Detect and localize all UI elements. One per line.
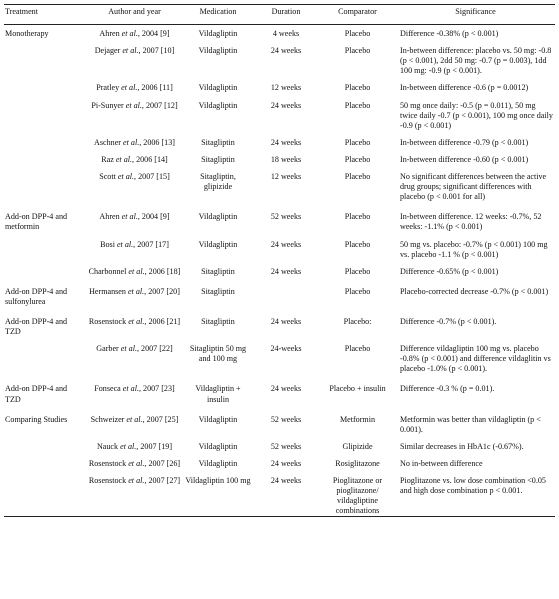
cell-significance: No significant differences between the active drug groups; significant differences with placebo (p < 0.001 for all) [400, 172, 547, 202]
cell-comparator: Placebo: [343, 316, 372, 326]
author-etal: et al. [120, 441, 137, 451]
table-row [4, 131, 555, 148]
cell-significance: Difference -0.3 % (p = 0.01). [400, 384, 495, 394]
header-treatment: Treatment [5, 7, 38, 16]
cell-medication: Sitagliptin 50 mg and 100 mg [189, 344, 247, 364]
author-year-ref: , 2006 [13] [139, 137, 175, 147]
author-etal: et al. [122, 46, 139, 56]
cell-treatment [4, 94, 86, 131]
cell-medication: Vildagliptin 100 mg [185, 476, 251, 485]
cell-duration: 4 weeks [272, 29, 300, 39]
cell-treatment [4, 469, 86, 517]
cell-significance: In-between difference -0.6 (p = 0.0012) [400, 83, 529, 93]
table-row [4, 148, 555, 165]
cell-comparator: Placebo [344, 154, 371, 164]
author-name: Raz [101, 154, 116, 164]
cell-author [86, 337, 183, 374]
cell-medication: Vildagliptin [198, 414, 238, 424]
cell-comparator: Placebo [344, 286, 371, 296]
cell-medication: Sitagliptin [201, 137, 235, 147]
cell-treatment [4, 148, 86, 165]
cell-significance: Difference -0.7% (p < 0.001). [400, 316, 497, 326]
cell-author [86, 148, 183, 165]
author-name: Pratley [96, 83, 122, 93]
table-row [4, 165, 555, 202]
cell-medication: Vildagliptin [198, 212, 238, 222]
author-etal: et al. [128, 316, 145, 326]
cell-duration: 24 weeks [270, 100, 302, 110]
cell-author [86, 131, 183, 148]
cell-author [86, 94, 183, 131]
author-etal: et al. [116, 239, 134, 249]
author-year-ref: , 2006 [11] [137, 83, 173, 93]
author-etal: et al. [121, 212, 138, 222]
cell-duration: 12 weeks [270, 83, 302, 93]
cell-treatment: Monotherapy [5, 29, 49, 39]
author-etal: et al. [127, 286, 145, 296]
cell-author [86, 307, 183, 337]
author-name: Fonseca [94, 384, 123, 394]
cell-significance: 50 mg once daily: -0.5 (p = 0.011), 50 mg twice daily -0.7 (p < 0.001), 100 mg once daily -0.9 (p < 0.001) [400, 100, 553, 130]
cell-duration: 24 weeks [270, 137, 302, 147]
cell-duration: 24 weeks [270, 316, 302, 326]
cell-author [86, 25, 183, 40]
cell-medication: Vildagliptin + insulin [195, 384, 241, 404]
cell-significance: Placebo-corrected decrease -0.7% (p < 0.001) [400, 286, 549, 296]
author-year-ref: , 2004 [9] [137, 29, 170, 39]
author-etal: et al. [128, 266, 145, 276]
cell-comparator: Placebo [344, 137, 371, 147]
cell-medication: Sitagliptin [201, 286, 235, 296]
cell-treatment [4, 76, 86, 93]
cell-significance: 50 mg vs. placebo: -0.7% (p < 0.001) 100 mg vs. placebo -1.1 % (p < 0.001) [400, 239, 548, 259]
cell-comparator: Placebo [344, 100, 371, 110]
author-year-ref: , 2007 [15] [134, 172, 170, 182]
author-year-ref: , 2007 [25] [142, 414, 179, 424]
header-author: Author and year [108, 7, 161, 16]
cell-treatment [4, 452, 86, 469]
header-row [4, 5, 555, 25]
author-year-ref: , 2004 [9] [137, 212, 170, 222]
cell-comparator: Placebo [344, 29, 371, 39]
cell-duration: 24 weeks [270, 239, 302, 249]
cell-comparator: Placebo + insulin [329, 384, 386, 394]
author-etal: et al. [123, 137, 140, 147]
author-name: Hermansen [89, 286, 128, 296]
cell-comparator: Placebo [344, 239, 371, 249]
cell-author [86, 76, 183, 93]
header-medication: Medication [199, 7, 237, 16]
cell-duration: 18 weeks [270, 154, 302, 164]
cell-treatment [4, 435, 86, 452]
header-duration: Duration [271, 7, 301, 16]
table-row [4, 469, 555, 517]
cell-medication: Vildagliptin [198, 46, 238, 56]
cell-duration: 24-weeks [270, 344, 302, 354]
author-name: Rosenstock [88, 458, 129, 468]
table-row [4, 374, 555, 404]
author-year-ref: , 2006 [21] [144, 316, 181, 326]
author-year-ref: , 2007 [22] [136, 344, 173, 354]
cell-author [86, 405, 183, 435]
cell-duration: 24 weeks [270, 458, 302, 468]
cell-medication: Sitagliptin [201, 266, 235, 276]
cell-medication: Vildagliptin [198, 441, 238, 451]
author-name: Schweizer [90, 414, 127, 424]
author-name: Scott [99, 172, 118, 182]
author-year-ref: , 2007 [27] [144, 476, 181, 485]
table-row [4, 202, 555, 232]
author-etal: et al. [121, 83, 138, 93]
author-year-ref: , 2007 [12] [141, 100, 178, 110]
author-year-ref: , 2007 [26] [144, 458, 181, 468]
author-name: Ahren [99, 212, 122, 222]
cell-comparator: Glipizide [342, 441, 373, 451]
author-etal: et al. [126, 414, 143, 424]
cell-medication: Vildagliptin [198, 239, 238, 249]
cell-duration [253, 277, 319, 307]
cell-significance: No in-between difference [400, 458, 483, 468]
author-name: Ahren [99, 29, 122, 39]
cell-author [86, 469, 183, 517]
cell-medication: Sitagliptin, glipizide [200, 172, 236, 192]
cell-medication: Sitagliptin [201, 154, 235, 164]
cell-significance: Metformin was better than vildagliptin (p < 0.001). [400, 414, 541, 434]
cell-author [86, 260, 183, 277]
cell-duration: 52 weeks [270, 212, 302, 222]
cell-comparator: Placebo [344, 172, 371, 182]
cell-significance: Pioglitazone vs. low dose combination <0.05 and high dose combination p < 0.001. [400, 476, 546, 496]
cell-medication: Vildagliptin [198, 83, 238, 93]
author-etal: et al. [117, 172, 135, 182]
author-year-ref: , 2006 [18] [144, 266, 181, 276]
cell-significance: In-between difference: placebo vs. 50 mg: -0.8 (p < 0.001), 2dd 50 mg: -0.7 (p = 0.003), 1dd 100 mg: -0.9 (p < 0.001). [400, 46, 552, 76]
cell-treatment [4, 165, 86, 202]
cell-medication: Vildagliptin [198, 458, 238, 468]
author-year-ref: , 2007 [23] [138, 384, 175, 394]
cell-author [86, 452, 183, 469]
cell-treatment: Add-on DPP-4 and TZD [5, 316, 68, 337]
table-header [4, 5, 555, 25]
cell-significance: Difference -0.38% (p < 0.001) [400, 29, 499, 39]
author-year-ref: , 2007 [17] [133, 239, 169, 249]
author-name: Aschner [94, 137, 124, 147]
cell-significance: Difference -0.65% (p < 0.001) [400, 266, 499, 276]
table-row [4, 233, 555, 260]
author-name: Dejager [94, 46, 123, 56]
table-row [4, 76, 555, 93]
author-etal: et al. [120, 344, 137, 354]
cell-treatment: Comparing Studies [5, 414, 68, 424]
author-etal: et al. [115, 154, 133, 164]
cell-comparator: Placebo [344, 46, 371, 56]
author-year-ref: , 2007 [20] [144, 286, 180, 296]
cell-comparator: Placebo [344, 83, 371, 93]
cell-significance: In-between difference. 12 weeks: -0.7%, 52 weeks: -1.1% (p < 0.001) [400, 212, 542, 232]
table-row [4, 452, 555, 469]
cell-duration: 24 weeks [270, 476, 302, 485]
author-etal: et al. [128, 458, 145, 468]
table-row [4, 39, 555, 76]
cell-treatment [4, 260, 86, 277]
cell-duration: 24 weeks [270, 46, 302, 56]
cell-treatment [4, 337, 86, 374]
author-name: Rosenstock [88, 476, 129, 485]
author-name: Rosenstock [88, 316, 129, 326]
author-name: Pi-Sunyer [91, 100, 126, 110]
cell-author [86, 277, 183, 307]
cell-significance: In-between difference -0.60 (p < 0.001) [400, 154, 529, 164]
cell-comparator: Metformin [339, 414, 376, 424]
header-significance: Significance [455, 7, 496, 16]
table-row [4, 405, 555, 435]
cell-treatment: Add-on DPP-4 and TZD [5, 384, 68, 404]
author-etal: et al. [125, 100, 142, 110]
table-body [4, 25, 555, 517]
author-name: Charbonnel [88, 266, 129, 276]
cell-duration: 24 weeks [270, 266, 302, 276]
author-etal: et al. [128, 476, 145, 485]
results-table [4, 4, 555, 517]
cell-medication: Vildagliptin [198, 100, 238, 110]
cell-treatment [4, 39, 86, 76]
table-row [4, 435, 555, 452]
cell-comparator: Rosiglitazone [335, 458, 380, 468]
cell-treatment: Add-on DPP-4 and sulfonylurea [5, 286, 68, 306]
cell-author [86, 39, 183, 76]
author-year-ref: , 2007 [10] [138, 46, 175, 56]
cell-significance: Difference vildagliptin 100 mg vs. placebo -0.8% (p < 0.001) and difference vildaglitin vs placebo -1.0% (p < 0.001). [400, 344, 551, 374]
cell-comparator: Placebo [344, 212, 371, 222]
cell-treatment [4, 131, 86, 148]
cell-duration: 12 weeks [270, 172, 302, 182]
table-row [4, 337, 555, 374]
cell-comparator: Placebo [344, 344, 371, 354]
table-row [4, 25, 555, 40]
author-name: Garber [96, 344, 121, 354]
table-row [4, 260, 555, 277]
cell-medication: Vildagliptin [198, 29, 238, 39]
cell-treatment [4, 233, 86, 260]
table-row [4, 277, 555, 307]
author-year-ref: , 2006 [14] [132, 154, 168, 164]
header-comparator: Comparator [338, 7, 377, 16]
cell-comparator: Placebo [344, 266, 371, 276]
cell-author [86, 374, 183, 404]
table-row [4, 94, 555, 131]
cell-medication: Sitagliptin [201, 316, 235, 326]
table-row [4, 307, 555, 337]
author-etal: et al. [121, 29, 138, 39]
cell-treatment: Add-on DPP-4 and metformin [5, 212, 68, 232]
cell-significance: Similar decreases in HbA1c (-0.67%). [400, 441, 524, 451]
cell-duration: 52 weeks [270, 441, 302, 451]
cell-duration: 24 weeks [270, 384, 302, 394]
cell-author [86, 435, 183, 452]
cell-author [86, 202, 183, 232]
cell-comparator: Pioglitazone or pioglitazone/ vildagliptine combinations [332, 476, 383, 516]
author-name: Bosi [100, 239, 117, 249]
author-year-ref: , 2007 [19] [136, 441, 173, 451]
cell-significance: In-between difference -0.79 (p < 0.001) [400, 137, 529, 147]
cell-author [86, 233, 183, 260]
author-etal: et al. [122, 384, 139, 394]
author-name: Nauck [96, 441, 121, 451]
cell-duration: 52 weeks [270, 414, 302, 424]
cell-author [86, 165, 183, 202]
